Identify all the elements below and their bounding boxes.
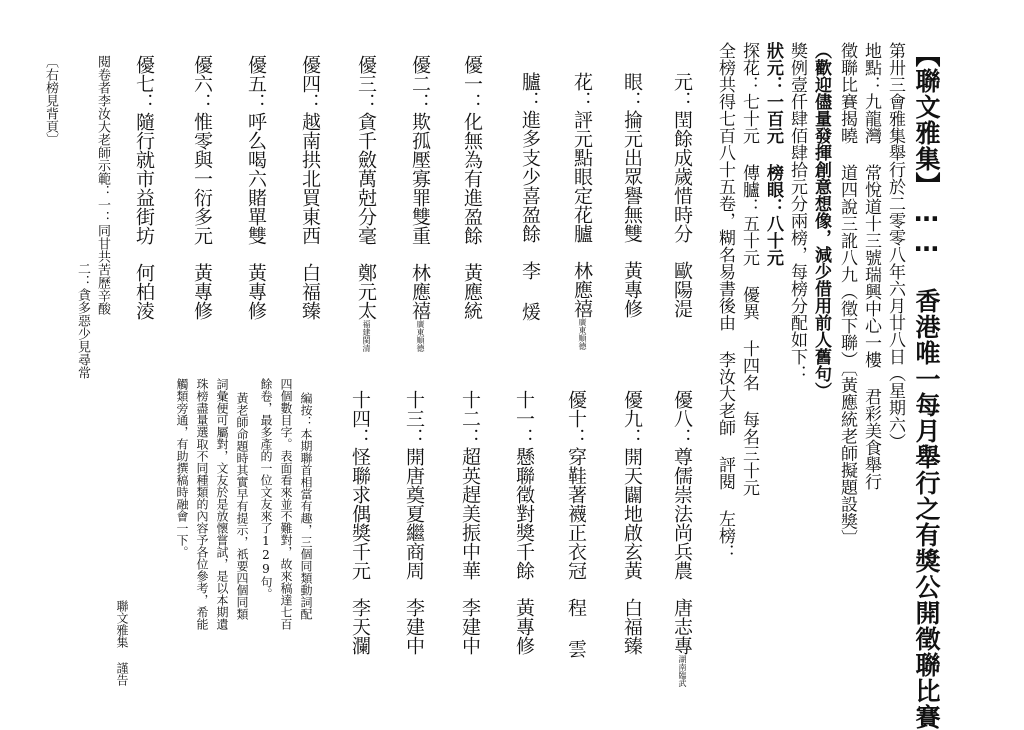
entry-name: 程 雲 xyxy=(565,598,587,658)
entry-text: 進多支少喜盈餘 xyxy=(519,110,541,243)
entry-name: 歐陽湜 xyxy=(671,261,693,318)
entry-name: 林應禧 xyxy=(571,261,593,318)
entry-text: 開天闢地啟玄黃 xyxy=(621,447,643,580)
entry-name: 白福臻 xyxy=(299,263,321,320)
entry-name: 黃專修 xyxy=(513,598,535,655)
info-line: 第卅三會雅集舉行於二零零八年六月廿八日（星期六） xyxy=(885,42,905,450)
entry-rank: 優九： xyxy=(621,390,643,447)
entry-row xyxy=(520,72,539,321)
entry-name: 林應禧 xyxy=(409,263,431,320)
entry-row xyxy=(672,72,691,318)
entry-name: 唐志專 xyxy=(671,598,693,655)
info-line: 狀元：一百元 榜眼：八十元 xyxy=(763,42,783,266)
entry-row xyxy=(462,55,481,320)
entry-text: 怪聯求偶獎千元 xyxy=(349,447,371,580)
entry-name: 李 煖 xyxy=(519,261,541,321)
info-line: 全榜共得七百八十五卷，糊名易書後由 李汝大老師 評閱 左榜： xyxy=(715,42,735,561)
entry-text: 閏餘成歲惜時分 xyxy=(671,110,693,243)
entry-row xyxy=(572,72,591,350)
entry-text: 呼么喝六賭單雙 xyxy=(245,112,267,245)
entry-origin: 福建閩清 xyxy=(362,320,371,352)
info-line: 徵聯比賽揭曉 道四說三訛八九（徵下聯）〔黃應統老師擬題設獎〕 xyxy=(837,42,857,547)
entry-row xyxy=(300,55,319,320)
entry-rank: 十四： xyxy=(349,390,371,447)
editor-note-line: 編按：本期聯首相當有趣，三個同類動詞配 xyxy=(299,392,313,620)
entry-rank: 十二： xyxy=(459,390,481,447)
entry-row xyxy=(622,390,641,655)
entry-name: 白福臻 xyxy=(621,598,643,655)
entry-origin: 廣東順德 xyxy=(578,318,587,350)
entry-text: 懸聯徵對獎千餘 xyxy=(513,447,535,580)
entry-rank: 優五： xyxy=(245,55,267,112)
entry-rank: 優一： xyxy=(461,55,483,112)
entry-name: 黃專修 xyxy=(245,263,267,320)
editor-note-line: 餘卷，最多產的一位文友來了129句。 xyxy=(259,378,273,600)
entry-row xyxy=(410,55,429,352)
entry-row xyxy=(622,72,641,318)
entry-text: 穿鞋著襪正衣冠 xyxy=(565,447,587,580)
editor-note-line: 詞彙便可屬對，文友於是放懷嘗試，是以本期遺 xyxy=(215,378,229,630)
entry-name: 黃專修 xyxy=(191,263,213,320)
entry-row xyxy=(356,55,375,352)
info-line: 探花：七十元 傳臚：五十元 優異 十四名 每名三十元 xyxy=(739,42,759,496)
entry-rank: 元： xyxy=(671,72,693,110)
entry-text: 惟零與一衍多元 xyxy=(191,112,213,245)
entry-row xyxy=(566,390,585,658)
entry-text: 評元點眼定花臚 xyxy=(571,110,593,243)
signature: 聯文雅集 謹告 xyxy=(115,600,129,686)
entry-row xyxy=(460,390,479,655)
entry-rank: 眼： xyxy=(621,72,643,110)
entry-text: 掄元出眾譽無雙 xyxy=(621,110,643,243)
info-line: （歡迎儘量發揮創意想像，減少借用前人舊句） xyxy=(811,42,831,399)
page-title: 【聯文雅集】…… 香港唯一每月舉行之有獎公開徵聯比賽 xyxy=(912,42,941,730)
entry-row xyxy=(246,55,265,320)
entry-name: 李天瀾 xyxy=(349,598,371,655)
reviewer-line: 閱卷者李汝大老師示範：一：同甘共苦歷辛酸 xyxy=(95,55,110,315)
entry-row xyxy=(672,390,691,687)
entry-rank: 十一： xyxy=(513,390,535,447)
entry-text: 越南拱北買東西 xyxy=(299,112,321,245)
entry-rank: 臚： xyxy=(519,72,541,110)
entry-row xyxy=(514,390,533,655)
entry-row xyxy=(350,390,369,655)
footnote: 〔右榜見背頁〕 xyxy=(43,55,58,146)
entry-text: 欺孤壓寡罪雙重 xyxy=(409,112,431,245)
editor-note-line: 四個數目字。表面看來並不難對，故來稿達七百 xyxy=(279,378,293,630)
entry-text: 貪千斂萬尅分毫 xyxy=(355,112,377,245)
entry-name: 鄭元太 xyxy=(355,263,377,320)
entry-text: 隨行就市益街坊 xyxy=(133,112,155,245)
entry-text: 尊儒崇法尚兵農 xyxy=(671,447,693,580)
entry-name: 李建中 xyxy=(403,598,425,655)
entry-row xyxy=(134,55,153,320)
entry-rank: 優三： xyxy=(355,55,377,112)
entry-name: 黃應統 xyxy=(461,263,483,320)
entry-text: 化無為有進盈餘 xyxy=(461,112,483,245)
reviewer-line: 二：貪多惡少見尋常 xyxy=(75,262,90,379)
entry-origin: 廣東順德 xyxy=(416,320,425,352)
entry-rank: 優二： xyxy=(409,55,431,112)
editor-note-line: 黃老師命題時其實早有提示，祇要四個同類 xyxy=(235,392,249,620)
entry-row xyxy=(404,390,423,655)
entry-rank: 優四： xyxy=(299,55,321,112)
info-line: 獎例壹仟肆佰肆拾元分兩榜，每榜分配如下： xyxy=(787,42,807,382)
entry-rank: 十三： xyxy=(403,390,425,447)
entry-text: 開唐奠夏繼商周 xyxy=(403,447,425,580)
entry-row xyxy=(192,55,211,320)
entry-name: 李建中 xyxy=(459,598,481,655)
entry-rank: 優七： xyxy=(133,55,155,112)
entry-rank: 優十： xyxy=(565,390,587,447)
editor-note-line: 觸類旁通，有助撰稿時融會一下。 xyxy=(175,378,189,558)
entry-text: 超英趕美振中華 xyxy=(459,447,481,580)
info-line: 地點：九龍灣 常悅道十三號瑞興中心一樓 君彩美食舉行 xyxy=(861,42,881,490)
entry-name: 黃專修 xyxy=(621,261,643,318)
entry-rank: 花： xyxy=(571,72,593,110)
entry-origin: 湖南臨武 xyxy=(678,655,687,687)
entry-rank: 優八： xyxy=(671,390,693,447)
entry-name: 何柏淩 xyxy=(133,263,155,320)
editor-note-line: 珠榜盡量選取不同種類的內容予各位參考，希能 xyxy=(195,378,209,630)
entry-rank: 優六： xyxy=(191,55,213,112)
